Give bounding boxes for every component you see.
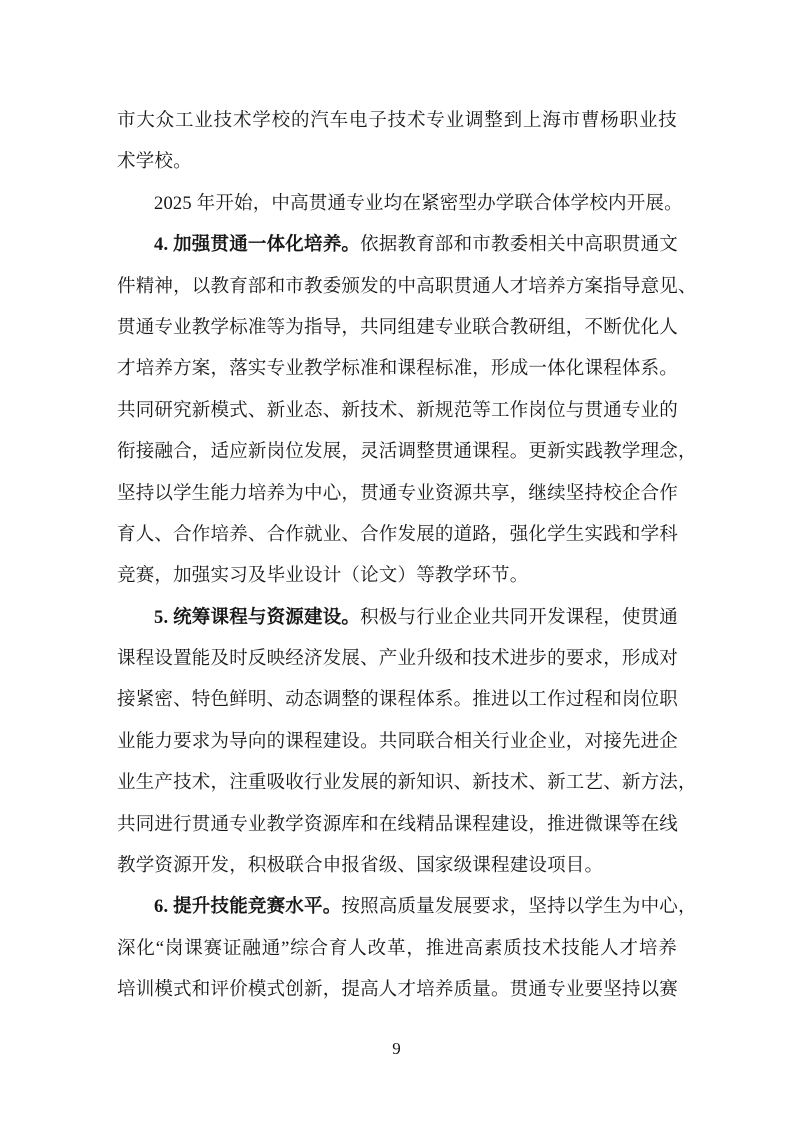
text-run: 课程设置能及时反映经济发展、产业升级和技术进步的要求，形成对 bbox=[117, 649, 679, 670]
text-run: 衔接融合，适应新岗位发展，灵活调整贯通课程。更新实践教学理念， bbox=[117, 442, 697, 463]
text-run: 业生产技术，注重吸收行业发展的新知识、新技术、新工艺、新方法， bbox=[117, 773, 697, 794]
text-run: 共同进行贯通专业教学资源库和在线精品课程建设，推进微课等在线 bbox=[117, 814, 679, 835]
text-line bbox=[117, 680, 677, 721]
text-line bbox=[117, 970, 677, 1011]
text-line bbox=[117, 225, 677, 266]
text-run: 培训模式和评价模式创新，提高人才培养质量。贯通专业要坚持以赛 bbox=[117, 980, 679, 1001]
text-line bbox=[117, 515, 677, 556]
text-line bbox=[117, 391, 677, 432]
text-run: 坚持以学生能力培养为中心，贯通专业资源共享，继续坚持校企合作 bbox=[117, 483, 679, 504]
text-run: 竞赛，加强实习及毕业设计（论文）等教学环节。 bbox=[117, 566, 529, 587]
section-heading: 5. 统筹课程与资源建设。 bbox=[154, 607, 361, 628]
text-run: 按照高质量发展要求，坚持以学生为中心， bbox=[341, 897, 697, 918]
text-line bbox=[117, 432, 697, 473]
text-run: 教学资源开发，积极联合申报省级、国家级课程建设项目。 bbox=[117, 856, 604, 877]
text-run: 共同研究新模式、新业态、新技术、新规范等工作岗位与贯通专业的 bbox=[117, 400, 679, 421]
text-line bbox=[117, 887, 697, 928]
text-line bbox=[117, 308, 677, 349]
text-run: 贯通专业教学标准等为指导，共同组建专业联合教研组，不断优化人 bbox=[117, 317, 679, 338]
text-line bbox=[117, 474, 677, 515]
text-line bbox=[117, 763, 697, 804]
text-line bbox=[117, 722, 677, 763]
text-line bbox=[117, 805, 677, 846]
text-line bbox=[117, 142, 677, 183]
text-run: 市大众工业技术学校的汽车电子技术专业调整到上海市曹杨职业技 bbox=[117, 111, 677, 131]
text-run: 术学校。 bbox=[117, 152, 192, 173]
text-run: 深化“岗课赛证融通”综合育人改革，推进高素质技术技能人才培养 bbox=[117, 938, 677, 959]
section-heading: 4. 加强贯通一体化培养。 bbox=[154, 235, 361, 256]
text-line bbox=[117, 929, 677, 970]
text-run: 件精神，以教育部和市教委颁发的中高职贯通人才培养方案指导意见、 bbox=[117, 276, 697, 297]
text-line bbox=[117, 556, 677, 597]
text-line bbox=[117, 349, 677, 390]
text-line bbox=[117, 846, 677, 887]
text-line bbox=[117, 184, 683, 225]
section-heading: 6. 提升技能竞赛水平。 bbox=[154, 897, 342, 918]
text-run: 积极与行业企业共同开发课程，使贯通 bbox=[360, 607, 679, 628]
page-number: 9 bbox=[392, 1039, 401, 1058]
text-run: 依据教育部和市教委相关中高职贯通文 bbox=[360, 235, 679, 256]
text-run: 接紧密、特色鲜明、动态调整的课程体系。推进以工作过程和岗位职 bbox=[117, 690, 679, 711]
text-run: 育人、合作培养、合作就业、合作发展的道路，强化学生实践和学科 bbox=[117, 524, 679, 545]
text-line bbox=[117, 101, 677, 142]
text-run: 2025 年开始，中高贯通专业均在紧密型办学联合体学校内开展。 bbox=[154, 193, 683, 214]
text-run: 业能力要求为导向的课程建设。共同联合相关行业企业，对接先进企 bbox=[117, 731, 679, 752]
text-line bbox=[117, 639, 677, 680]
document-body bbox=[117, 101, 697, 1012]
text-line bbox=[117, 267, 697, 308]
text-line bbox=[117, 598, 677, 639]
text-run: 才培养方案，落实专业教学标准和课程标准，形成一体化课程体系。 bbox=[117, 359, 679, 380]
